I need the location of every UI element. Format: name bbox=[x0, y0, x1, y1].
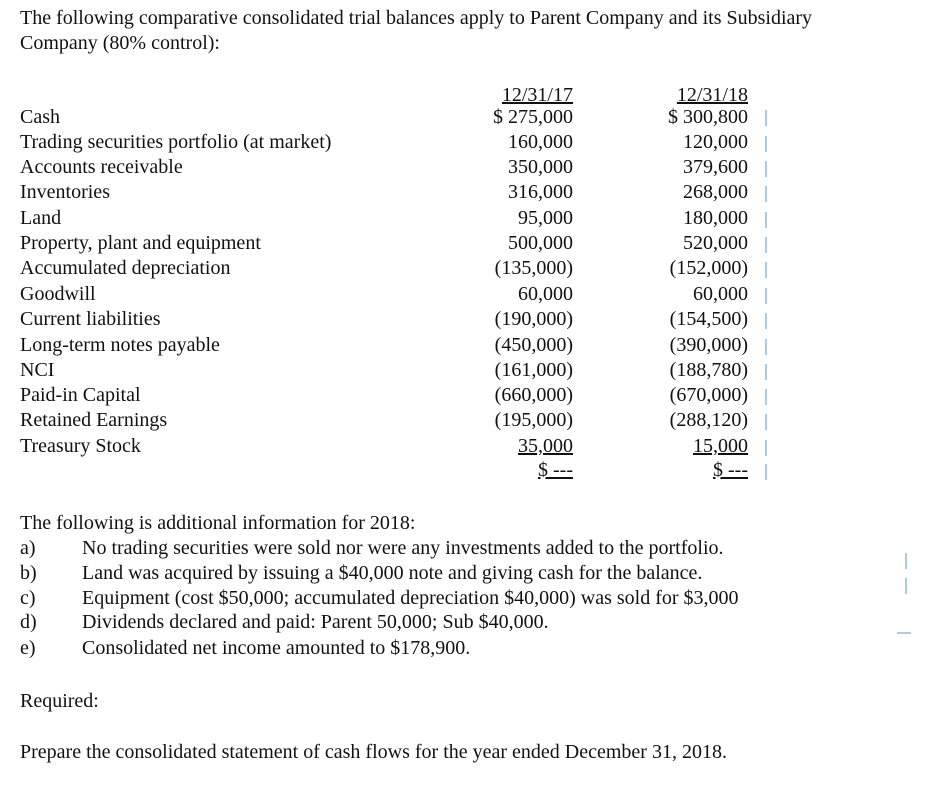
row-label: Inventories bbox=[20, 181, 110, 203]
list-item-text: Equipment (cost $50,000; accumulated depreciation $40,000) was sold for $3,000 bbox=[82, 587, 739, 609]
required-text: Prepare the consolidated statement of cash flows for the year ended December 31, 2018. bbox=[20, 741, 727, 763]
row-label: Property, plant and equipment bbox=[20, 232, 261, 254]
row-value-2018: (288,120) bbox=[669, 409, 748, 431]
intro-line-2: Company (80% control): bbox=[20, 32, 220, 54]
row-value-2018: 379,600 bbox=[683, 156, 748, 178]
col-header-2017: 12/31/17 bbox=[501, 84, 573, 106]
total-2017: $ --- bbox=[538, 459, 573, 481]
row-value-2018: 180,000 bbox=[683, 207, 748, 229]
row-value-2017: 316,000 bbox=[508, 181, 573, 203]
row-value-2017: 95,000 bbox=[518, 207, 573, 229]
row-value-2018: (188,780) bbox=[669, 359, 748, 381]
additional-heading: The following is additional information for 2018: bbox=[20, 512, 416, 534]
row-value-2017: (450,000) bbox=[494, 334, 573, 356]
row-value-2017: 500,000 bbox=[508, 232, 573, 254]
row-label: Paid-in Capital bbox=[20, 384, 141, 406]
list-item-letter: a) bbox=[20, 537, 36, 559]
row-label: Treasury Stock bbox=[20, 435, 141, 457]
col-header-2018: 12/31/18 bbox=[676, 84, 748, 106]
row-value-2018: 15,000 bbox=[693, 435, 748, 457]
intro-line-1: The following comparative consolidated trial balances apply to Parent Company and its Subsidiary bbox=[20, 7, 813, 29]
row-value-2018: (154,500) bbox=[669, 308, 748, 330]
list-item-letter: e) bbox=[20, 637, 36, 659]
row-value-2017: (135,000) bbox=[494, 257, 573, 279]
list-item-text: Consolidated net income amounted to $178,900. bbox=[82, 637, 471, 659]
row-label: Cash bbox=[20, 106, 60, 128]
row-value-2017: (190,000) bbox=[494, 308, 573, 330]
required-label: Required: bbox=[20, 690, 99, 712]
list-item-letter: b) bbox=[20, 562, 37, 584]
row-label: Current liabilities bbox=[20, 308, 161, 330]
row-value-2017: (660,000) bbox=[494, 384, 573, 406]
list-item-letter: d) bbox=[20, 611, 37, 633]
row-value-2017: (161,000) bbox=[494, 359, 573, 381]
list-item-text: Land was acquired by issuing a $40,000 note and giving cash for the balance. bbox=[82, 562, 703, 584]
row-label: Goodwill bbox=[20, 283, 96, 305]
row-value-2017: (195,000) bbox=[494, 409, 573, 431]
row-value-2018: $ 300,800 bbox=[668, 106, 748, 128]
list-item-text: No trading securities were sold nor were any investments added to the portfolio. bbox=[82, 537, 724, 559]
row-value-2017: 160,000 bbox=[508, 131, 573, 153]
row-label: Trading securities portfolio (at market) bbox=[20, 131, 332, 153]
row-value-2018: 60,000 bbox=[693, 283, 748, 305]
total-2018: $ --- bbox=[713, 459, 748, 481]
row-value-2018: 520,000 bbox=[683, 232, 748, 254]
row-label: Long-term notes payable bbox=[20, 334, 220, 356]
row-value-2018: (390,000) bbox=[669, 334, 748, 356]
row-label: Accounts receivable bbox=[20, 156, 183, 178]
list-item-letter: c) bbox=[20, 587, 36, 609]
row-label: NCI bbox=[20, 359, 55, 381]
row-label: Accumulated depreciation bbox=[20, 257, 231, 279]
row-value-2018: (152,000) bbox=[669, 257, 748, 279]
row-label: Land bbox=[20, 207, 62, 229]
row-value-2018: 268,000 bbox=[683, 181, 748, 203]
row-value-2018: (670,000) bbox=[669, 384, 748, 406]
row-label: Retained Earnings bbox=[20, 409, 168, 431]
row-value-2017: 350,000 bbox=[508, 156, 573, 178]
row-value-2017: 60,000 bbox=[518, 283, 573, 305]
row-value-2017: $ 275,000 bbox=[493, 106, 573, 128]
row-value-2018: 120,000 bbox=[683, 131, 748, 153]
list-item-text: Dividends declared and paid: Parent 50,000; Sub $40,000. bbox=[82, 611, 549, 633]
row-value-2017: 35,000 bbox=[518, 435, 573, 457]
